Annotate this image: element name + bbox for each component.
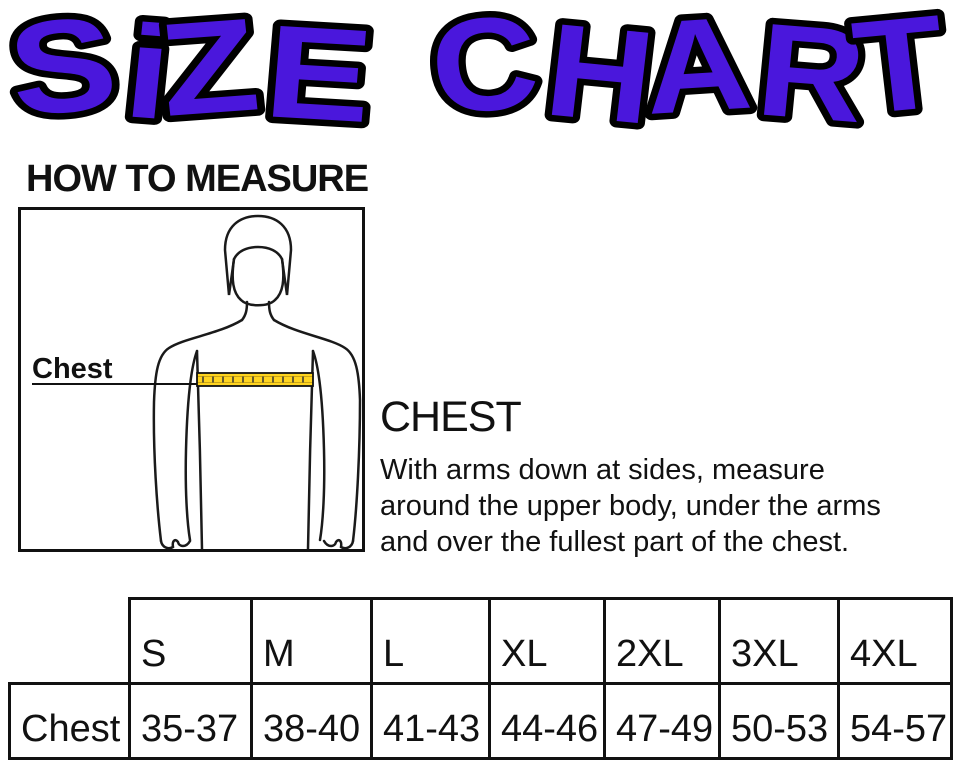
title-word-chart: CHART	[425, 0, 944, 152]
chest-value-cell: 38-40	[252, 684, 372, 759]
chest-value-cell: 50-53	[720, 684, 839, 759]
chest-instructions-section	[380, 394, 881, 560]
chest-value-cell: 41-43	[372, 684, 490, 759]
row-label-cell: Chest	[10, 684, 130, 759]
size-header-cell: S	[130, 599, 252, 684]
chest-body-line: and over the fullest part of the chest.	[380, 526, 850, 558]
chest-body-line: around the upper body, under the arms	[380, 490, 881, 522]
size-header-cell: 4XL	[839, 599, 952, 684]
how-to-measure-figure-box	[18, 207, 365, 552]
size-header-cell: M	[252, 599, 372, 684]
title-word-size: SiZE	[3, 0, 359, 151]
size-header-cell: 3XL	[720, 599, 839, 684]
how-to-measure-figure	[21, 210, 362, 549]
how-to-measure-heading: HOW TO MEASURE	[26, 158, 369, 200]
chest-measurements-row	[10, 684, 952, 759]
chest-value-cell: 35-37	[130, 684, 252, 759]
measuring-tape	[197, 373, 313, 386]
size-header-cell: L	[372, 599, 490, 684]
size-chart-title	[0, 0, 978, 152]
size-header-cell: XL	[490, 599, 605, 684]
chest-value-cell: 54-57	[839, 684, 952, 759]
chest-value-cell: 44-46	[490, 684, 605, 759]
size-table	[8, 597, 953, 760]
size-header-row	[10, 599, 952, 684]
chest-label: Chest	[32, 353, 113, 385]
size-header-cell: 2XL	[605, 599, 720, 684]
chest-body-line: With arms down at sides, measure	[380, 454, 825, 486]
corner-cell	[10, 599, 130, 684]
tape-band	[197, 373, 313, 386]
chest-value-cell: 47-49	[605, 684, 720, 759]
chest-section-body	[380, 452, 881, 560]
chest-section-heading: CHEST	[380, 393, 521, 441]
